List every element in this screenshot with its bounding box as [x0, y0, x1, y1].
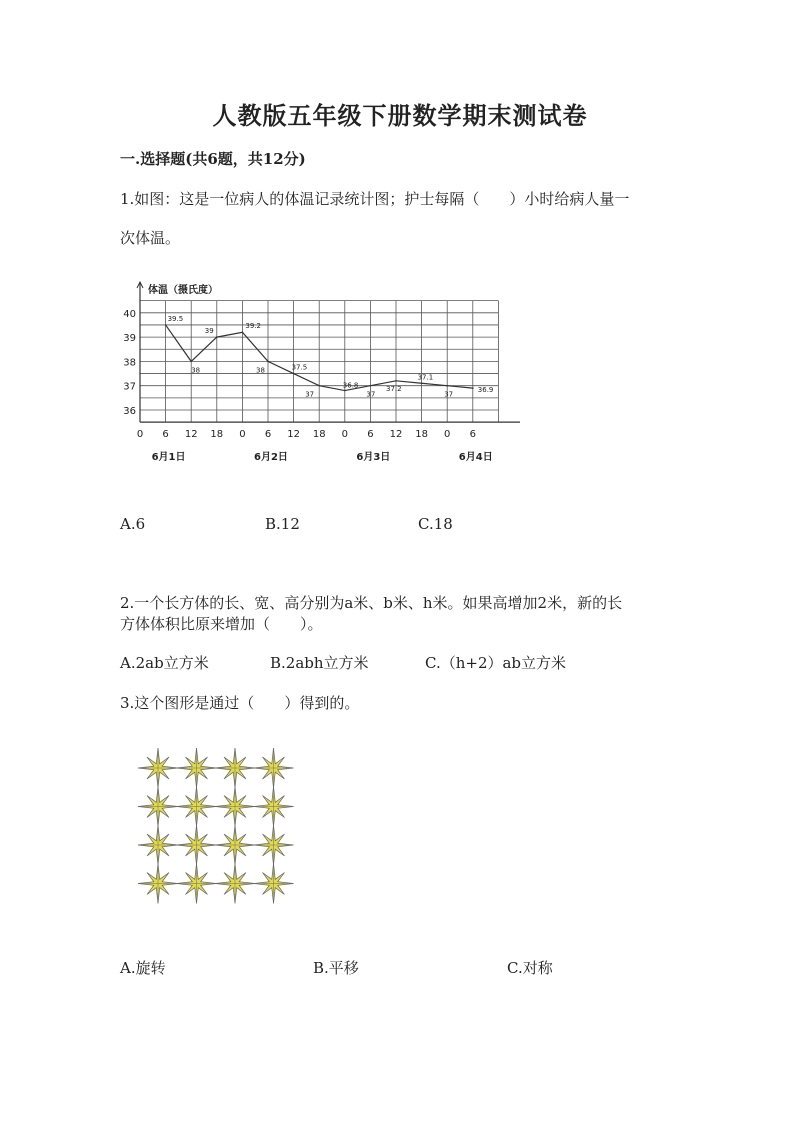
- q3-option-b[interactable]: B.平移: [313, 959, 359, 977]
- q2-option-a[interactable]: A.2ab立方米: [120, 654, 209, 672]
- data-label: 37: [366, 390, 376, 399]
- x-tick-label: 18: [312, 429, 326, 441]
- x-tick-label: 0: [239, 429, 246, 441]
- x-tick-label: 12: [184, 429, 198, 441]
- q3-option-c[interactable]: C.对称: [507, 959, 553, 977]
- page-title: 人教版五年级下册数学期末测试卷: [212, 101, 588, 130]
- day-label: 6月4日: [458, 452, 493, 464]
- data-point: [446, 385, 448, 387]
- data-label: 37.2: [386, 384, 402, 393]
- y-tick-label: 38: [123, 357, 136, 369]
- x-tick-label: 18: [415, 429, 428, 441]
- temperature-chart: [120, 272, 520, 472]
- y-axis-label: 体温（摄氏度）: [148, 285, 218, 296]
- x-tick-label: 0: [444, 429, 451, 441]
- data-point: [216, 336, 218, 338]
- data-point: [293, 373, 295, 375]
- data-point: [421, 382, 423, 384]
- data-label: 38: [256, 366, 265, 375]
- q1-option-b[interactable]: B.12: [265, 515, 300, 533]
- question-2-line-2: 方体体积比原来增加（ ）。: [120, 615, 323, 633]
- data-label: 37.5: [291, 363, 308, 372]
- question-3-line-1: 3.这个图形是通过（ ）得到的。: [120, 694, 360, 712]
- question-2-line-1: 2.一个长方体的长、宽、高分别为a米、b米、h米。如果高增加2米，新的长: [120, 594, 623, 612]
- data-point: [318, 385, 320, 387]
- x-tick-label: 6: [367, 429, 374, 441]
- data-label: 37: [305, 390, 315, 399]
- data-label: 38: [191, 366, 201, 375]
- y-tick-label: 37: [123, 381, 136, 393]
- data-point: [190, 361, 192, 363]
- y-tick-label: 36: [123, 406, 136, 417]
- x-tick-label: 0: [136, 429, 144, 441]
- data-point: [165, 324, 167, 326]
- question-1-line-2: 次体温。: [120, 229, 181, 247]
- q2-option-b[interactable]: B.2abh立方米: [270, 654, 369, 672]
- data-point: [395, 380, 397, 382]
- data-label: 39.2: [245, 322, 261, 331]
- y-tick-label: 39: [123, 333, 136, 345]
- data-point: [267, 361, 269, 363]
- day-label: 6月3日: [356, 452, 391, 464]
- day-label: 6月2日: [254, 452, 288, 464]
- x-tick-label: 6: [469, 429, 476, 441]
- day-label: 6月1日: [151, 452, 186, 464]
- data-point: [472, 387, 474, 389]
- data-label: 36.8: [342, 381, 359, 390]
- question-1-line-1: 1.如图：这是一位病人的体温记录统计图；护士每隔（ ）小时给病人量一: [120, 190, 630, 208]
- data-point: [370, 385, 372, 387]
- x-tick-label: 12: [389, 429, 403, 441]
- section-heading: 一.选择题(共6题，共12分): [120, 150, 306, 168]
- data-label: 37: [444, 390, 454, 399]
- q2-option-c[interactable]: C.（h+2）ab立方米: [425, 654, 567, 672]
- x-tick-label: 12: [287, 429, 300, 441]
- star-tiling-figure: [135, 745, 305, 915]
- x-tick-label: 0: [341, 429, 348, 441]
- data-point: [242, 331, 244, 333]
- data-label: 36.9: [477, 386, 494, 395]
- y-tick-label: 40: [123, 308, 136, 320]
- x-tick-label: 18: [210, 429, 224, 441]
- x-tick-label: 6: [162, 429, 169, 441]
- q3-option-a[interactable]: A.旋转: [120, 959, 166, 977]
- data-label: 39: [204, 327, 214, 336]
- data-label: 37.1: [417, 373, 434, 382]
- q1-option-c[interactable]: C.18: [418, 515, 453, 533]
- q1-option-a[interactable]: A.6: [120, 515, 146, 533]
- x-tick-label: 6: [264, 429, 272, 441]
- data-label: 39.5: [167, 314, 184, 323]
- data-point: [344, 390, 346, 392]
